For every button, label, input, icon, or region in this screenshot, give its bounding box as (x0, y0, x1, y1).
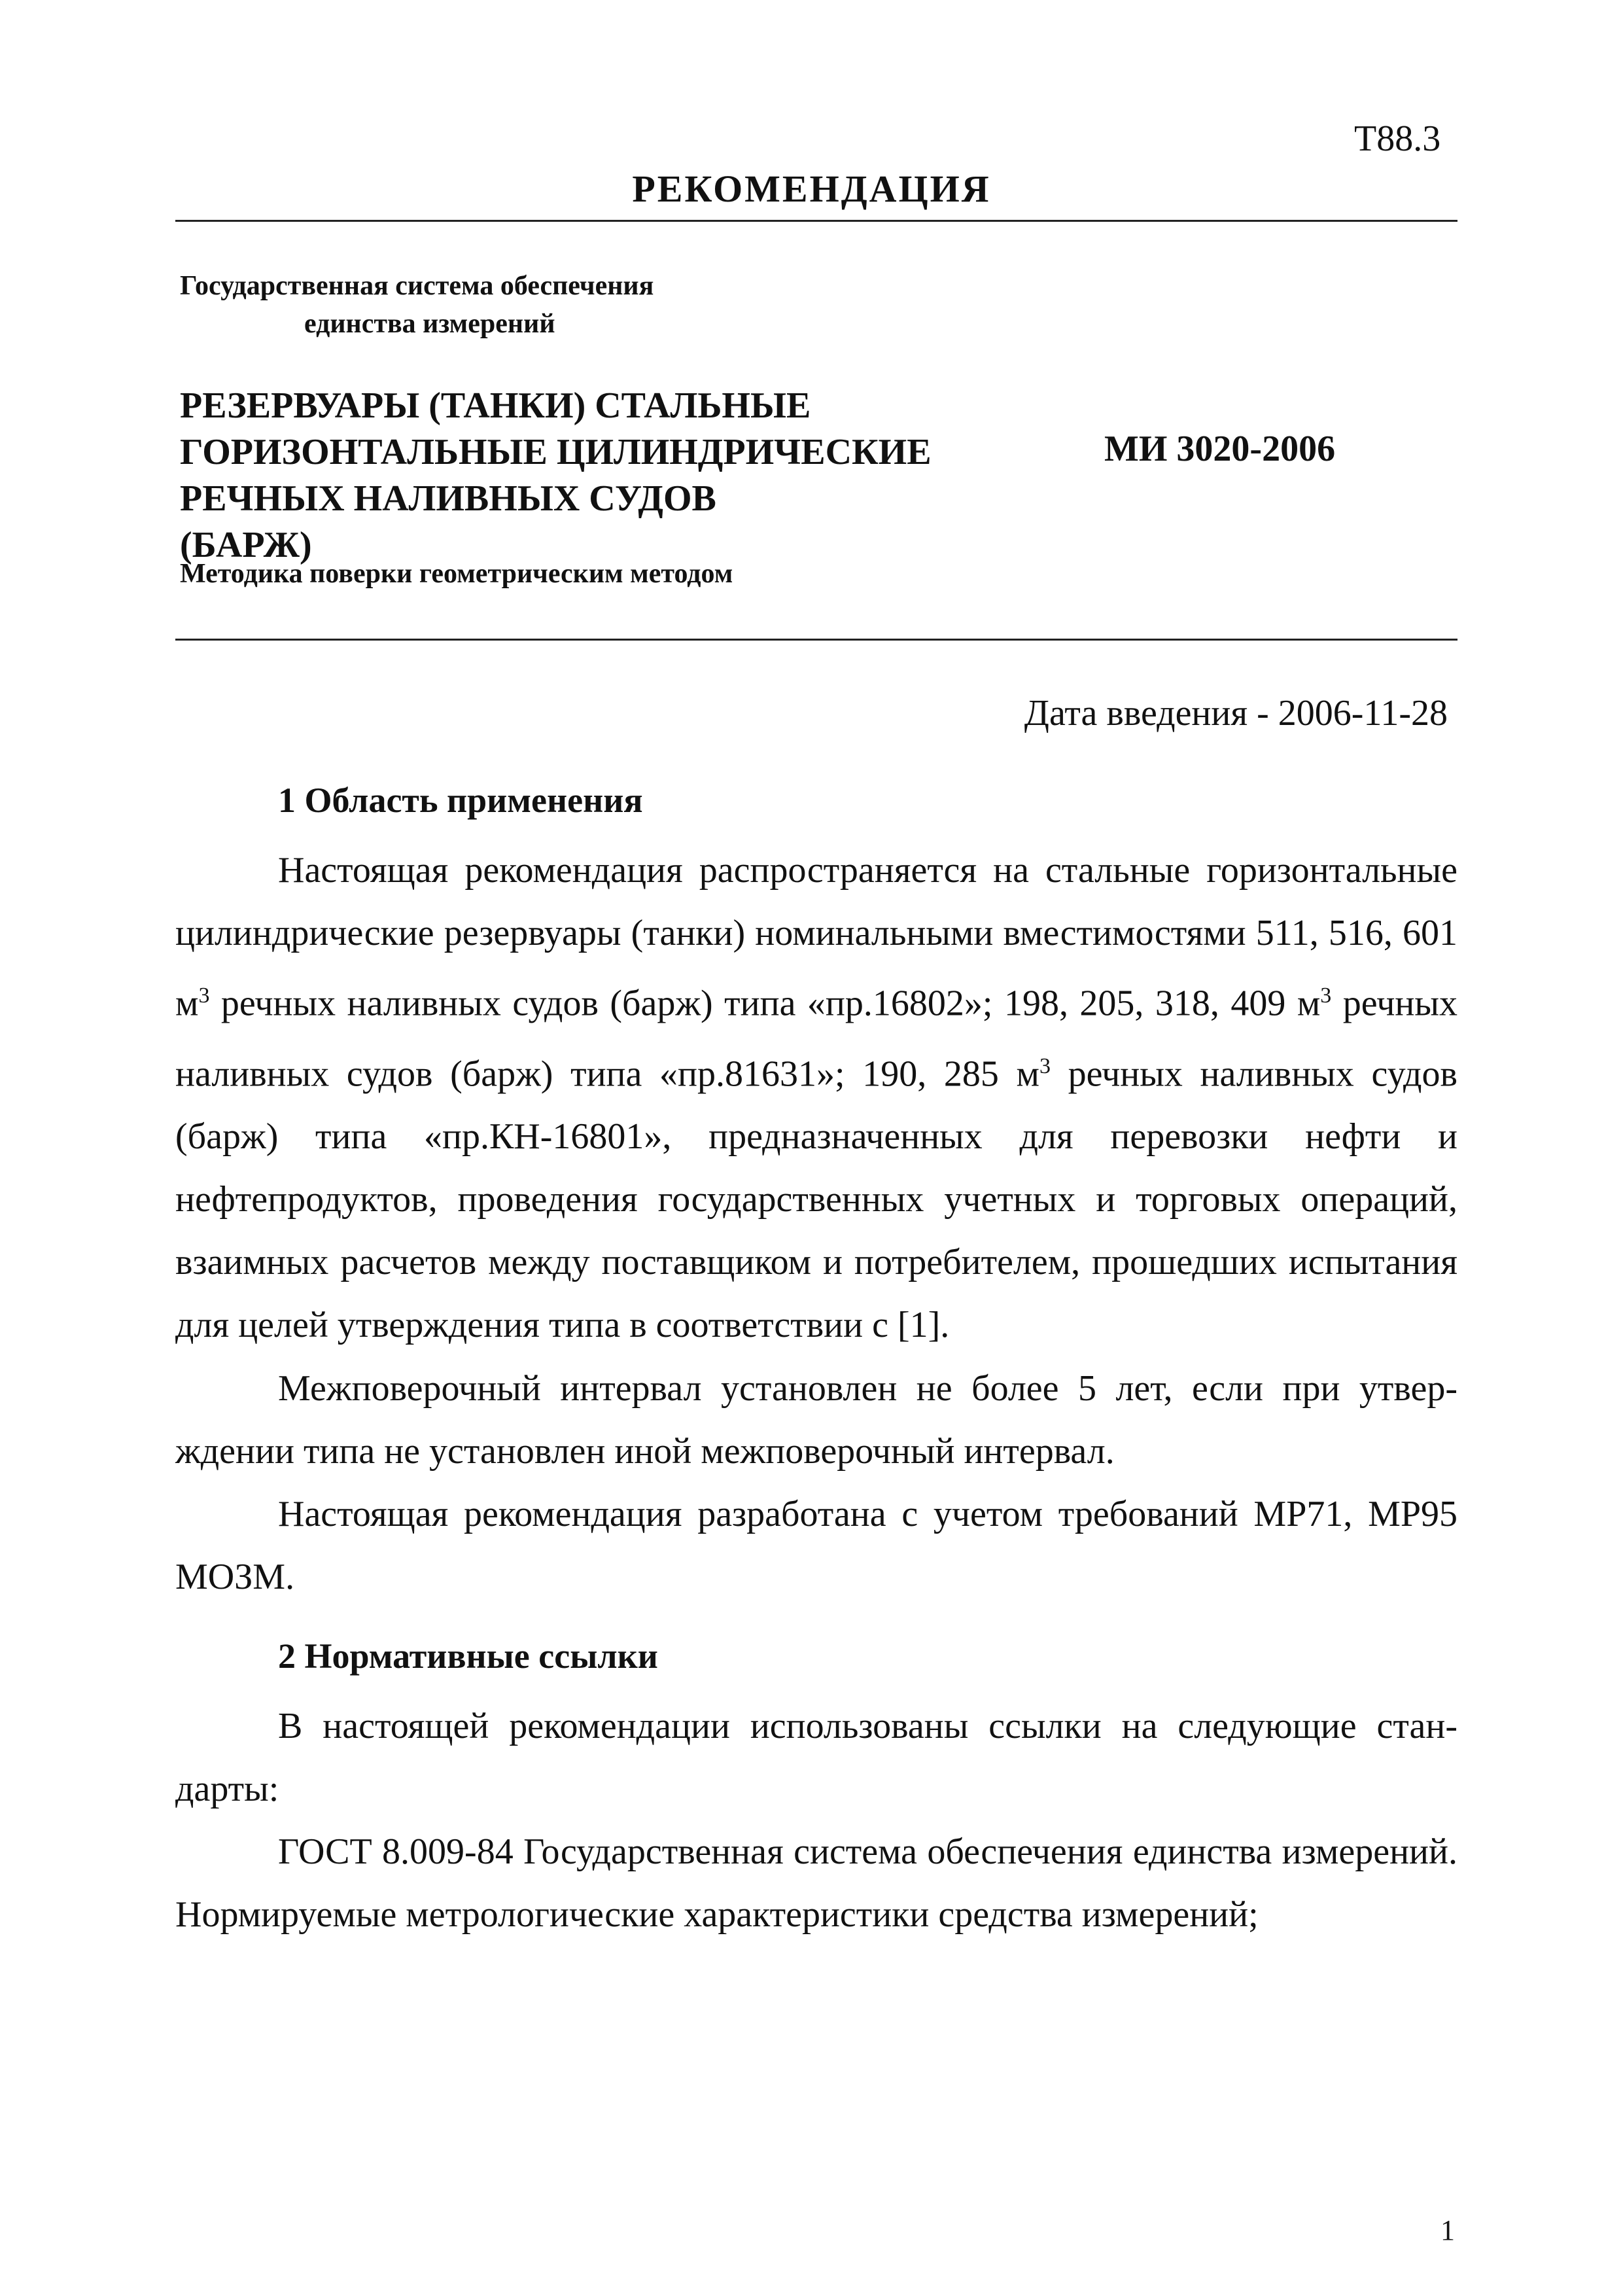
document-number: МИ 3020-2006 (1104, 429, 1336, 469)
title-divider (175, 639, 1457, 641)
requirements-paragraph: Настоящая рекомендация разработана с учетом требований МР71, МР95 МОЗМ. (175, 1494, 1457, 1597)
document-title (180, 383, 932, 569)
system-name-line-1: Государственная система обеспечения (180, 271, 654, 301)
page-number: 1 (1440, 2214, 1455, 2246)
title-line: ГОРИЗОНТАЛЬНЫЕ ЦИЛИНДРИЧЕСКИЕ (180, 432, 932, 472)
document-code: Т88.3 (1354, 118, 1441, 159)
top-divider (175, 220, 1457, 222)
title-line: РЕЧНЫХ НАЛИВНЫХ СУДОВ (180, 478, 716, 519)
section-heading-references: 2 Нормативные ссылки (278, 1636, 658, 1676)
document-subtitle: Методика поверки геометрическим методом (180, 559, 733, 589)
references-intro-paragraph: В настоящей рекомендации использованы ссылки на следующие стандарты: (175, 1706, 1457, 1809)
section-heading-scope: 1 Область применения (278, 781, 643, 820)
title-line: (БАРЖ) (180, 525, 312, 565)
interval-paragraph: Межповерочный интервал установлен не более 5 лет, если при утверждении типа не установлен иной межповерочный интервал. (175, 1368, 1457, 1472)
document-type-heading: РЕКОМЕНДАЦИЯ (632, 168, 991, 210)
system-name-line-2: единства измерений (304, 309, 555, 339)
title-line: РЕЗЕРВУАРЫ (ТАНКИ) СТАЛЬНЫЕ (180, 385, 811, 426)
introduction-date: Дата введения - 2006-11-28 (1024, 693, 1448, 733)
reference-item: ГОСТ 8.009-84 Государственная система обеспечения единства измерений. Нормируемые метрологические характеристики средства измерений; (175, 1831, 1457, 1935)
scope-paragraph: Настоящая рекомендация распространяется на стальные горизонтальные цилиндрические резервуары (танки) номинальными вместимостями 511, 516, 601 $м^3$ речных наливных судов (барж) типа «пр.16802»; 198, 205, 318, 409 $м^3$ речных наливных судов (барж) типа «пр.81631»; 190, 285 $м^3$ речных наливных судов (барж) типа «пр.КН-16801», предназначенных для перевозки нефти и нефтепродуктов, проведения государственных учетных и торговых операций, взаимных расчетов между поставщиком и потребителем, прошедших испытания для целей утверждения типа в соответствии с [1]. (175, 850, 1457, 1346)
